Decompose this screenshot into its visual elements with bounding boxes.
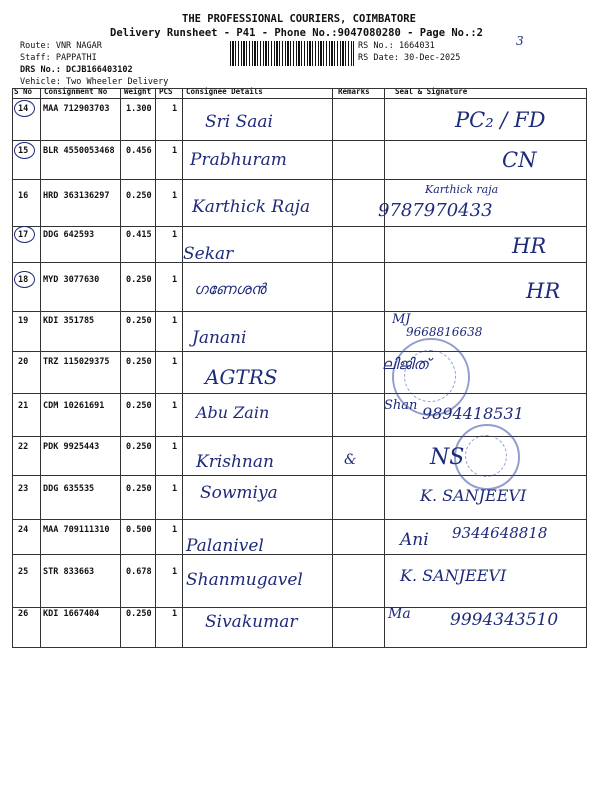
signature-19-phone: 9668816638 [406, 325, 483, 339]
row-pcs: 1 [172, 146, 178, 156]
signature-21-name: Shan [384, 398, 418, 413]
row-consignment: MAA 709111310 [43, 525, 110, 535]
signature-18: HR [526, 279, 561, 303]
row-sno: 21 [18, 401, 29, 411]
row-weight: 0.250 [126, 316, 152, 326]
barcode [230, 41, 354, 66]
consignee-16: Karthick Raja [192, 197, 311, 217]
row-sno: 17 [18, 230, 28, 240]
row-pcs: 1 [172, 484, 178, 494]
row-sno: 14 [18, 104, 28, 114]
corner-mark: 3 [516, 34, 524, 48]
row-weight: 0.678 [126, 567, 152, 577]
row-weight: 0.415 [126, 230, 152, 240]
col-weight: Weight [124, 87, 152, 96]
row-pcs: 1 [172, 401, 178, 411]
row-weight: 0.250 [126, 442, 152, 452]
row-weight: 1.300 [126, 104, 152, 114]
consignee-18: ഗണേശൻ [194, 280, 266, 298]
rs-date: RS Date: 30-Dec-2025 [358, 53, 461, 63]
company-title: THE PROFESSIONAL COURIERS, COIMBATORE [182, 13, 416, 25]
signature-22: NS [430, 445, 465, 470]
row-sno: 20 [18, 357, 29, 367]
drs-label: DRS No.: DCJB166403102 [20, 65, 133, 75]
signature-25: K. SANJEEVI [400, 566, 507, 585]
signature-15: CN [502, 148, 537, 172]
route-label: Route: VNR NAGAR [20, 41, 102, 51]
runsheet-table [12, 88, 586, 648]
table-column-line [586, 88, 587, 648]
table-row-line [12, 519, 586, 520]
consignee-21: Abu Zain [196, 403, 270, 422]
row-pcs: 1 [172, 191, 178, 201]
table-row-line [12, 98, 586, 99]
row-sno: 16 [18, 191, 29, 201]
circled-mark [14, 100, 35, 117]
consignee-23: Sowmiya [200, 483, 278, 503]
row-sno: 22 [18, 442, 29, 452]
table-row-line [12, 311, 586, 312]
signature-26-phone: 9994343510 [450, 610, 559, 630]
signature-16-phone: 9787970433 [378, 200, 493, 221]
table-row-line [12, 393, 586, 394]
table-column-line [182, 88, 183, 648]
row-sno: 25 [18, 567, 29, 577]
consignee-15: Prabhuram [190, 150, 287, 170]
consignee-22: Krishnan [196, 452, 274, 472]
rs-number: RS No.: 1664031 [358, 41, 435, 51]
table-row-line [12, 607, 586, 608]
table-row-line [12, 179, 586, 180]
table-row-line [12, 647, 586, 648]
consignee-25: Shanmugavel [186, 570, 303, 590]
row-weight: 0.250 [126, 275, 152, 285]
signature-20: ലിജിത് [382, 355, 430, 373]
table-row-line [12, 262, 586, 263]
table-column-line [40, 88, 41, 648]
signature-23: K. SANJEEVI [420, 486, 527, 505]
table-column-line [12, 88, 13, 648]
table-row-line [12, 351, 586, 352]
row-weight: 0.250 [126, 401, 152, 411]
col-sno: S No [14, 87, 33, 96]
row-sno: 26 [18, 609, 29, 619]
row-pcs: 1 [172, 525, 178, 535]
table-column-line [155, 88, 156, 648]
row-consignment: MYD 3077630 [43, 275, 100, 285]
row-sno: 23 [18, 484, 29, 494]
circled-mark [14, 226, 35, 243]
signature-26-initials: Ma [388, 606, 411, 622]
row-sno: 24 [18, 525, 29, 535]
row-sno: 15 [18, 146, 28, 156]
col-consignee: Consignee Details [186, 87, 263, 96]
table-column-line [120, 88, 121, 648]
remark-22: & [344, 452, 357, 468]
signature-14: PC₂ / FD [455, 108, 546, 132]
consignee-20: AGTRS [205, 365, 278, 389]
table-column-line [332, 88, 333, 648]
row-consignment: DDG 642593 [43, 230, 95, 240]
table-row-line [12, 226, 586, 227]
signature-24-name: Ani [400, 530, 429, 550]
row-pcs: 1 [172, 357, 178, 367]
row-pcs: 1 [172, 230, 178, 240]
row-pcs: 1 [172, 609, 178, 619]
row-consignment: KDI 351785 [43, 316, 95, 326]
row-consignment: PDK 9925443 [43, 442, 100, 452]
row-weight: 0.250 [126, 191, 152, 201]
consignee-26: Sivakumar [205, 612, 298, 632]
row-pcs: 1 [172, 567, 178, 577]
col-remarks: Remarks [338, 87, 370, 96]
signature-17: HR [512, 234, 547, 258]
table-row-line [12, 140, 586, 141]
row-consignment: STR 833663 [43, 567, 95, 577]
row-consignment: BLR 4550053468 [43, 146, 115, 156]
circled-mark [14, 271, 35, 288]
runsheet-title: Delivery Runsheet - P41 - Phone No.:9047080280 - Page No.:2 [110, 27, 483, 39]
row-sno: 19 [18, 316, 29, 326]
row-weight: 0.250 [126, 484, 152, 494]
row-pcs: 1 [172, 442, 178, 452]
row-pcs: 1 [172, 104, 178, 114]
row-consignment: HRD 363136297 [43, 191, 110, 201]
row-consignment: DDG 635535 [43, 484, 95, 494]
row-sno: 18 [18, 275, 28, 285]
row-weight: 0.456 [126, 146, 152, 156]
col-consignment: Consignment No [44, 87, 108, 96]
staff-label: Staff: PAPPATHI [20, 53, 97, 63]
row-pcs: 1 [172, 316, 178, 326]
row-consignment: KDI 1667404 [43, 609, 100, 619]
signature-16-name: Karthick raja [425, 183, 499, 196]
col-seal-signature: Seal & Signature [395, 87, 468, 96]
consignee-19: Janani [192, 328, 247, 348]
consignee-14: Sri Saai [205, 112, 273, 132]
circled-mark [14, 142, 35, 159]
signature-19-initials: MJ [392, 312, 411, 327]
table-row-line [12, 554, 586, 555]
vehicle-label: Vehicle: Two Wheeler Delivery [20, 77, 169, 87]
table-row-line [12, 88, 586, 89]
consignee-17: Sekar [183, 244, 234, 264]
row-consignment: CDM 10261691 [43, 401, 105, 411]
row-consignment: TRZ 115029375 [43, 357, 110, 367]
signature-24-phone: 9344648818 [452, 524, 548, 542]
row-weight: 0.250 [126, 609, 152, 619]
consignee-24: Palanivel [186, 536, 264, 556]
row-consignment: MAA 712903703 [43, 104, 110, 114]
col-pcs: PCS [159, 87, 173, 96]
row-weight: 0.500 [126, 525, 152, 535]
row-weight: 0.250 [126, 357, 152, 367]
row-pcs: 1 [172, 275, 178, 285]
signature-21-phone: 9894418531 [422, 404, 524, 423]
